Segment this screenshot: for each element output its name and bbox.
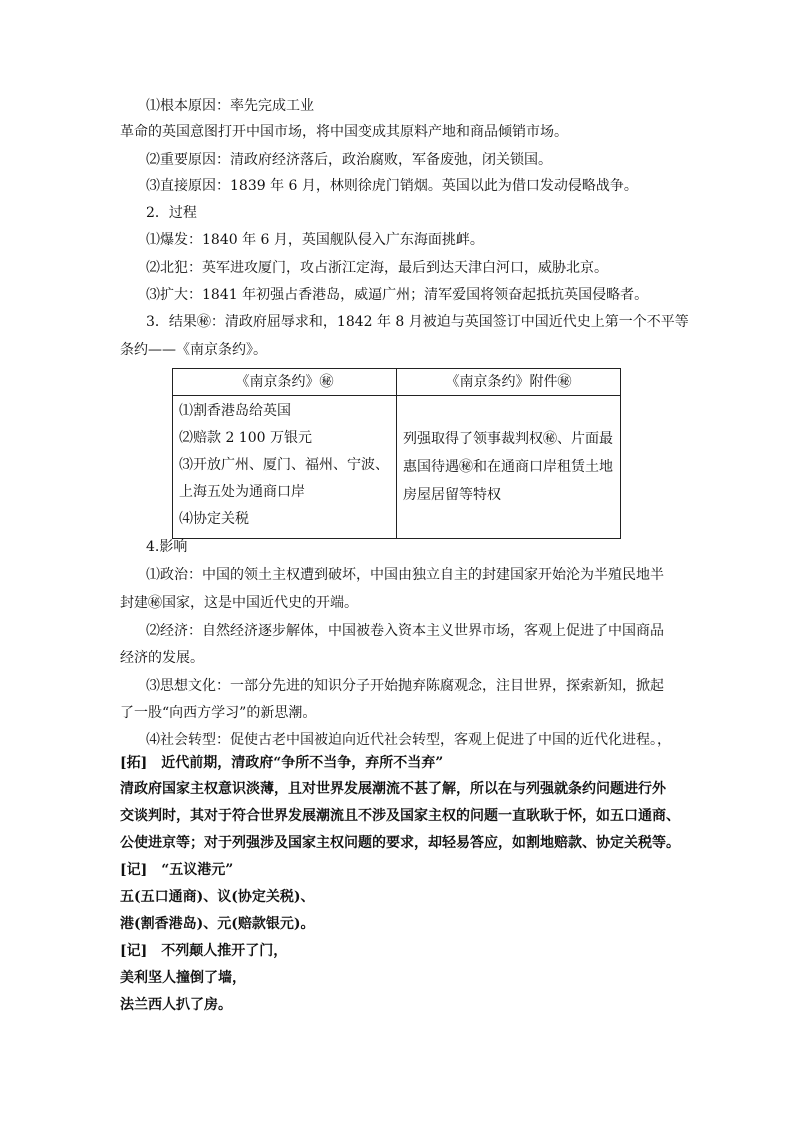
result-line-1: 3．结果㊙：清政府屈辱求和，1842 年 8 月被迫与英国签订中国近代史上第一个不平等 [146,314,689,330]
cause-direct: ⑶直接原因：1839 年 6 月，林则徐虎门销烟。英国以此为借口发动侵略战争。 [146,178,638,194]
table-row [173,396,621,539]
impact-society: ⑷社会转型：促使古老中国被迫向近代社会转型，客观上促进了中国的近代化进程。， [146,732,671,748]
tuo-line-3: 公使进京等；对于列强涉及国家主权问题的要求，却轻易答应，如割地赔款、协定关税等。 [120,835,680,851]
ji-title-2: [记] 不列颠人推开了门， [120,943,288,959]
result-line-2: 条约——《南京条约》。 [120,342,267,358]
ji-line-1a: 五(五口通商)、议(协定关税)、 [120,889,315,905]
impact-heading: 4.影响 [146,539,188,555]
impact-culture-a: ⑶思想文化：一部分先进的知识分子开始抛弃陈腐观念，注目世界，探索新知，掀起 [146,678,664,694]
annex-line: 惠国待遇㊙和在通商口岸租赁土地 [403,459,613,475]
ji-line-2b: 法兰西人扒了房。 [120,997,232,1013]
list-item: ⑴割香港岛给英国 [179,403,291,419]
ji-line-2a: 美利坚人撞倒了墙， [120,970,246,986]
process-heading: 2．过程 [146,205,197,221]
cause-root-a: ⑴根本原因：率先完成工业 [146,98,314,114]
tuo-line-1: 清政府国家主权意识淡薄，且对世界发展潮流不甚了解，所以在与列强就条约问题进行外 [120,781,666,797]
table-header-right: 《南京条约》附件㊙ [397,369,621,396]
impact-economy-b: 经济的发展。 [120,650,204,666]
annex-line: 列强取得了领事裁判权㊙、片面最 [403,431,613,447]
list-item: ⑷协定关税 [179,511,249,527]
table-header-left: 《南京条约》㊙ [173,369,397,396]
impact-politics-b: 封建㊙国家，这是中国近代史的开端。 [120,595,358,611]
tuo-line-2: 交谈判时，其对于符合世界发展潮流且不涉及国家主权的问题一直耿耿于怀，如五口通商、 [120,808,680,824]
process-north: ⑵北犯：英军进攻厦门，攻占浙江定海，最后到达天津白河口，威胁北京。 [146,260,608,276]
treaty-table [172,368,621,539]
list-item: ⑵赔款 2 100 万银元 [179,430,312,446]
impact-culture-b: 了一股“向西方学习”的新思潮。 [120,705,317,721]
ji-line-1b: 港(割香港岛)、元(赔款银元)。 [120,916,315,932]
list-item: ⑶开放广州、厦门、福州、宁波、 [179,457,389,473]
list-item: 上海五处为通商口岸 [179,484,305,500]
process-expand: ⑶扩大：1841 年初强占香港岛，威逼广州；清军爱国将领奋起抵抗英国侵略者。 [146,287,649,303]
cause-root-b: 革命的英国意图打开中国市场，将中国变成其原料产地和商品倾销市场。 [120,124,568,140]
treaty-terms-cell [173,396,397,539]
impact-economy-a: ⑵经济：自然经济逐步解体，中国被卷入资本主义世界市场，客观上促进了中国商品 [146,623,664,639]
cause-important: ⑵重要原因：清政府经济落后，政治腐败，军备废弛，闭关锁国。 [146,152,552,168]
table-header-row [173,369,621,396]
ji-title-1: [记] “五议港元” [120,862,234,878]
annex-line: 房屋居留等特权 [403,487,501,503]
impact-politics-a: ⑴政治：中国的领土主权遭到破坏，中国由独立自主的封建国家开始沦为半殖民地半 [146,567,664,583]
tuo-title: [拓] 近代前期，清政府“争所不当争，弃所不当弃” [120,755,444,771]
treaty-annex-cell [397,396,621,539]
process-outbreak: ⑴爆发：1840 年 6 月，英国舰队侵入广东海面挑衅。 [146,232,484,248]
